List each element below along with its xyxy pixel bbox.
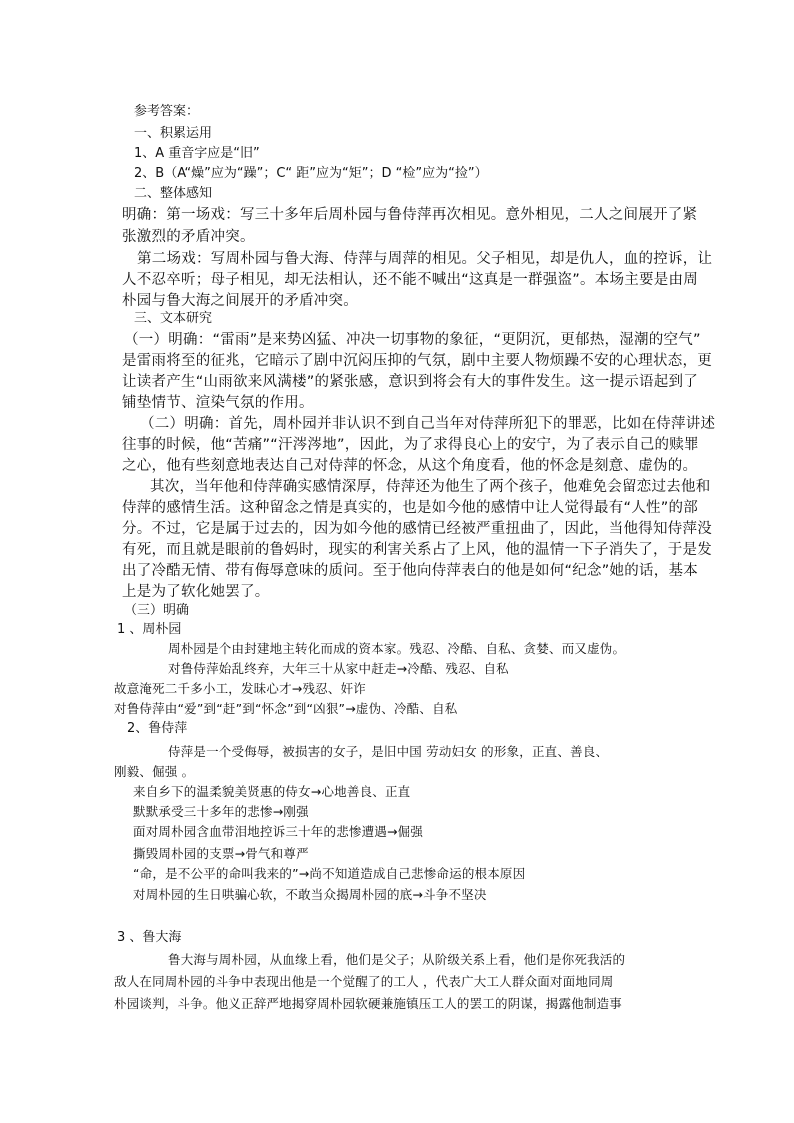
text-line: 侍萍是一个受侮辱，被损害的女子，是旧中国 劳动妇女 的形象，正直、善良、 xyxy=(168,744,609,759)
paragraph-line: 侍萍的感情生活。这种留念之情是真实的，也是如今他的感情中让人觉得最有“人性”的部 xyxy=(122,500,699,516)
paragraph-line: （一）明确：“雷雨”是来势凶猛、冲决一切事物的象征，“更阴沉，更郁热，湿潮的空气” xyxy=(124,332,701,348)
paragraph-line: 人不忍卒听；母子相见，却无法相认，还不能不喊出“这真是一群强盗”。本场主要是由周 xyxy=(122,272,699,288)
answer-heading: 参考答案： xyxy=(134,104,200,119)
paragraph-line: 之心，他有些刻意地表达自己对侍萍的怀念，从这个角度看，他的怀念是刻意、虚伪的。 xyxy=(122,458,698,474)
paragraph-line: （二）明确：首先，周朴园并非认识不到自己当年对侍萍所犯下的罪恶，比如在侍萍讲述 xyxy=(140,416,716,432)
text-line: 1、A 重音字应是“旧” xyxy=(134,146,260,161)
text-line: 默默承受三十多年的悲惨→刚强 xyxy=(133,804,309,819)
paragraph-line: 朴园与鲁大海之间展开的矛盾冲突。 xyxy=(122,293,358,309)
text-line: 周朴园是个由封建地主转化而成的资本家。残忍、冷酷、自私、贪婪、而又虚伪。 xyxy=(168,641,626,656)
text-line: 撕毁周朴园的支票→骨气和尊严 xyxy=(133,846,309,861)
paragraph-line: 往事的时候，他“苦痛”“汗涔涔地”，因此，为了求得良心上的安宁，为了表示自己的赎罪 xyxy=(122,437,699,453)
paragraph-line: 第二场戏：写周朴园与鲁大海、侍萍与周萍的相见。父子相见，却是仇人，血的控诉，让 xyxy=(137,251,713,267)
text-line: “命，是不公平的命叫我来的”→尚不知道造成自己悲惨命运的根本原因 xyxy=(133,866,526,881)
text-line: 对周朴园的生日哄骗心软，不敢当众揭周朴园的底→斗争不坚决 xyxy=(133,887,487,902)
paragraph-line: 铺垫情节、渲染气氛的作用。 xyxy=(122,395,314,411)
text-line: 刚毅、倔强 。 xyxy=(114,764,195,779)
paragraph-line: 出了冷酷无情、带有侮辱意味的质问。至于他向侍萍表白的他是如何“纪念”她的话，基本 xyxy=(122,563,699,579)
subsection-heading: 1 、周朴园 xyxy=(117,622,182,637)
section-heading: 二、整体感知 xyxy=(134,186,213,201)
paragraph-line: 其次，当年他和侍萍确实感情深厚，侍萍还为他生了两个孩子，他难免会留恋过去他和 xyxy=(150,479,711,495)
section-heading: 一、积累运用 xyxy=(134,126,213,141)
text-line: 对鲁侍萍始乱终弃，大年三十从家中赶走→冷酷、残忍、自私 xyxy=(168,661,509,676)
text-line: 故意淹死二千多小工，发昧心才→残忍、奸诈 xyxy=(114,681,366,696)
paragraph-line: 分。不过，它是属于过去的，因为如今他的感情已经被严重扭曲了，因此，当他得知侍萍没 xyxy=(122,521,712,537)
paragraph-line: 张激烈的矛盾冲突。 xyxy=(122,229,255,245)
text-line: 鲁大海与周朴园，从血缘上看，他们是父子；从阶级关系上看，他们是你死我活的 xyxy=(168,952,626,967)
text-line: 朴园谈判，斗争。他义正辞严地揭穿周朴园软硬兼施镇压工人的罢工的阴谋，揭露他制造事 xyxy=(114,996,623,1011)
text-line: 面对周朴园含血带泪地控诉三十年的悲惨遭遇→倔强 xyxy=(133,824,424,839)
paragraph-line: 有死，而且就是眼前的鲁妈时，现实的利害关系占了上风，他的温情一下子消失了，于是发 xyxy=(122,542,712,558)
paragraph-line: 上是为了软化她罢了。 xyxy=(122,584,270,600)
text-line: 来自乡下的温柔貌美贤惠的侍女→心地善良、正直 xyxy=(133,784,411,799)
paragraph-line: 明确：第一场戏：写三十多年后周朴园与鲁侍萍再次相见。意外相见，二人之间展开了紧 xyxy=(122,207,698,223)
subsection-heading: 2、鲁侍萍 xyxy=(127,721,188,736)
subsection-heading: 3 、鲁大海 xyxy=(117,930,182,945)
subsection-heading: （三）明确 xyxy=(124,603,190,618)
text-line: 2、B（A“燥”应为“躁”；C“ 距”应为“矩”；D “检”应为“捡”） xyxy=(134,166,488,181)
paragraph-line: 是雷雨将至的征兆，它暗示了剧中沉闷压抑的气氛，剧中主要人物烦躁不安的心理状态，更 xyxy=(122,353,712,369)
text-line: 对鲁侍萍由“爱”到“赶”到“怀念”到“凶狠”→虚伪、冷酷、自私 xyxy=(114,701,458,716)
section-heading: 三、文本研究 xyxy=(134,311,213,326)
text-line: 敌人在同周朴园的斗争中表现出他是一个觉醒了的工人 ，代表广大工人群众面对面地同周 xyxy=(114,974,614,989)
paragraph-line: 让读者产生“山雨欲来风满楼”的紧张感，意识到将会有大的事件发生。这一提示语起到了 xyxy=(122,374,699,390)
